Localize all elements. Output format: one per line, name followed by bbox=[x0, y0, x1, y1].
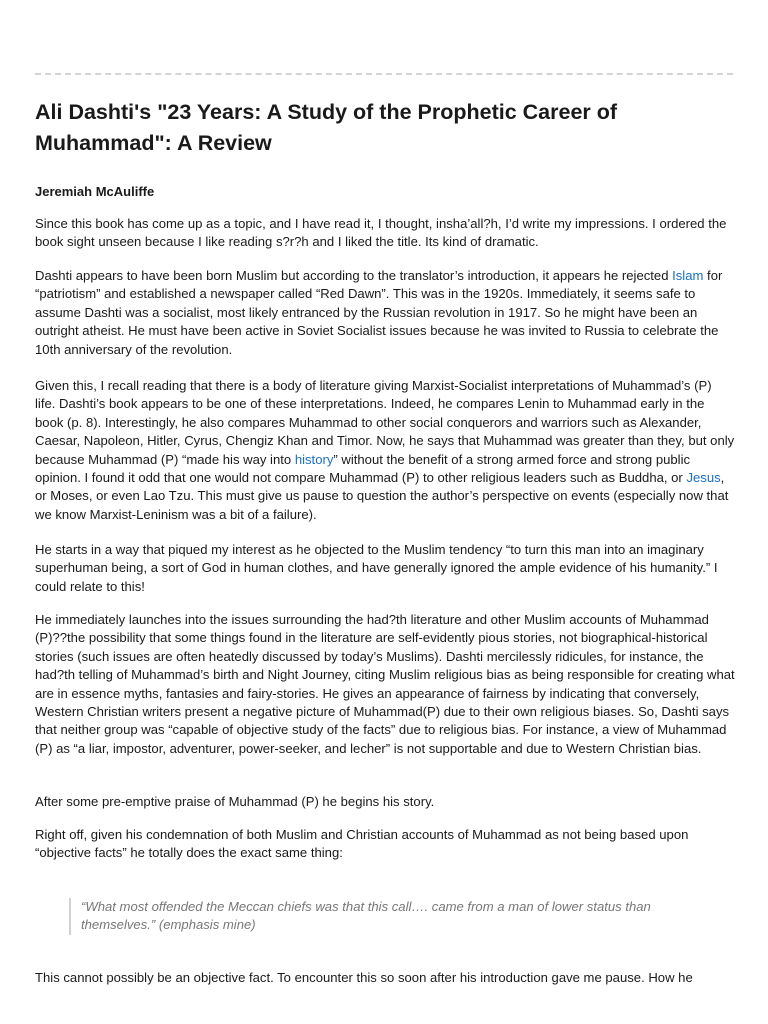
paragraph-objective-facts: Right off, given his condemnation of both Muslim and Christian accounts of Muhammad as not being based upon “objective facts” he totally does the exact same thing: bbox=[35, 827, 689, 861]
paragraph-text: Dashti appears to have been born Muslim but according to the translator’s introduction, it appears he rejected bbox=[35, 268, 673, 283]
paragraph-intro: Since this book has come up as a topic, and I have read it, I thought, insha’all?h, I’d write my impressions. I ordered the book sight unseen because I like reading s?r?h and I liked the title. Its kind of dramatic. bbox=[35, 216, 727, 250]
dashed-divider bbox=[35, 73, 733, 75]
paragraph-humanity: He starts in a way that piqued my interest as he objected to the Muslim tendency “to turn this man into an imaginary superhuman being, a sort of God in human clothes, and have generally ignored the ample evidence of his humanity.” I could relate to this! bbox=[35, 542, 718, 594]
paragraph-conclusion: This cannot possibly be an objective fact. To encounter this so soon after his introduction gave me pause. How he bbox=[35, 970, 693, 985]
link-islam[interactable]: Islam bbox=[672, 268, 704, 283]
article-author: Jeremiah McAuliffe bbox=[35, 184, 155, 199]
paragraph-praise: After some pre-emptive praise of Muhammad (P) he begins his story. bbox=[35, 794, 435, 809]
paragraph-hadith: He immediately launches into the issues surrounding the had?th literature and other Muslim accounts of Muhammad (P)??the possibility that some things found in the literature are self-evidently pious stories, not biographical-historical stories (such issues are often heatedly discussed by today’s Muslims). Dashti mercilessly ridicules, for instance, the had?th telling of Muhammad’s birth and Night Journey, citing Muslim religious bias as being responsible for creating what are in essence myths, fantasies and fairy-stories. He gives an appearance of fairness by indicating that conversely, Western Christian writers present a negative picture of Muhammad(P) due to their own religious biases. So, Dashti says that neither group was “capable of objective study of the facts” due to religious bias. For instance, a view of Muhammad (P) as “a liar, impostor, adventurer, power-seeker, and lecher” is not supportable and due to Western Christian bias. bbox=[35, 612, 735, 756]
article-title: Ali Dashti's "23 Years: A Study of the Prophetic Career of Muhammad": A Review bbox=[35, 100, 618, 155]
blockquote: “What most offended the Meccan chiefs was that this call…. came from a man of lower status than themselves.” (emphasis mine) bbox=[69, 898, 721, 935]
paragraph-text: for “patriotism” and established a newspaper called “Red Dawn”. This was in the 1920s. Immediately, it seems safe to assume Dashti was a socialist, most likely entranced by the Russian revolution in 1917. So he might have been an outright atheist. He must have been active in Soviet Socialist issues because he was invited to Russia to celebrate the 10th anniversary of the revolution. bbox=[35, 268, 723, 357]
link-history[interactable]: history bbox=[294, 451, 334, 467]
paragraph-marxist-interpretation bbox=[35, 377, 735, 524]
link-jesus[interactable]: Jesus bbox=[686, 470, 721, 486]
paragraph-text: , or Moses, or even Lao Tzu. This must give us pause to question the author’s perspective on events (especially now that we know Marxist-Leninism was a bit of a failure). bbox=[35, 470, 729, 522]
paragraph-text: ” without the benefit of a strong armed force and strong public opinion. I found it odd that one would not compare Muhammad (P) to other religious leaders such as Buddha, or bbox=[35, 451, 691, 486]
paragraph-background bbox=[35, 267, 735, 359]
paragraph-text: Given this, I recall reading that there is a body of literature giving Marxist-Socialist interpretations of Muhammad’s (P) life. Dashti’s book appears to be one of these interpretations. Indeed, he compares Lenin to Muhammad early in the book (p. 8). Interestingly, he also compares Muhammad to other social conquerors and warriors such as Alexander, Caesar, Napoleon, Hitler, Cyrus, Chengiz Khan and Timor. Now, he says that Muhammad was greater than they, but only because Muhammad (P) “made his way into bbox=[35, 378, 735, 467]
